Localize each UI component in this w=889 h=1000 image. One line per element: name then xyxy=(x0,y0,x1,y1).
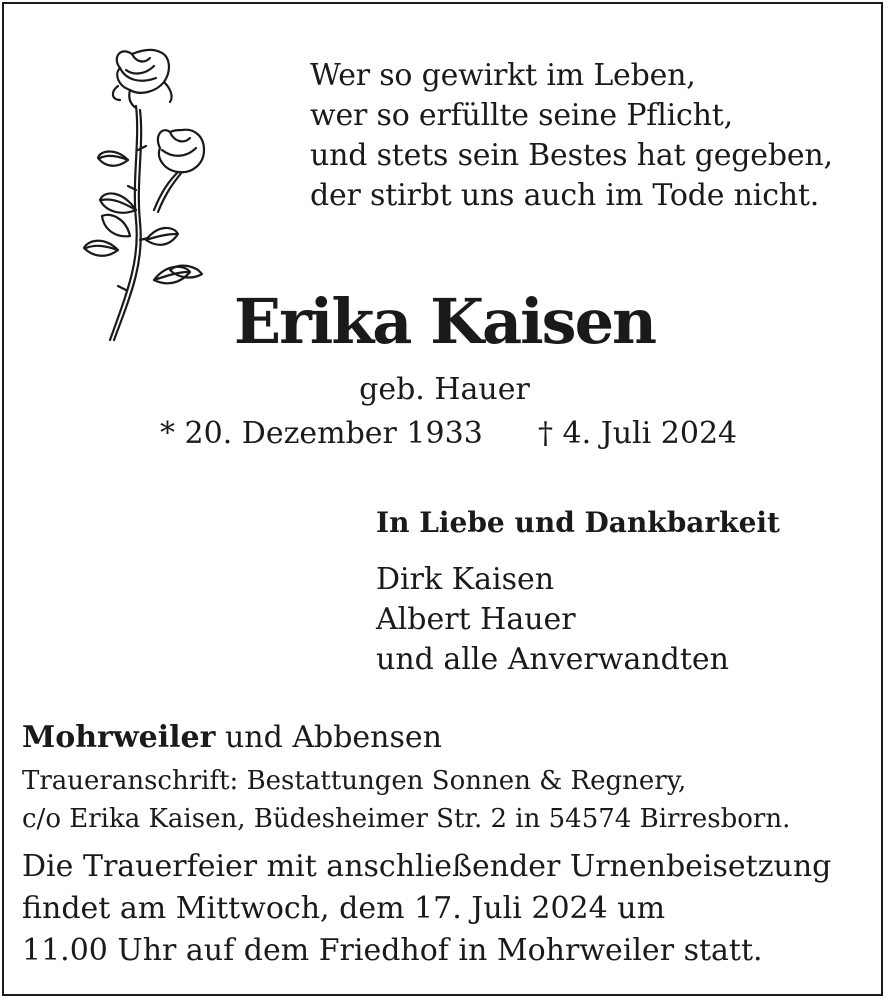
deceased-name: Erika Kaisen xyxy=(233,285,656,358)
death-date: † 4. Juli 2024 xyxy=(538,416,738,451)
service-line: 11.00 Uhr auf dem Friedhof in Mohrweiler statt. xyxy=(22,933,763,968)
mourners-list xyxy=(376,560,729,680)
mourner-name: Dirk Kaisen xyxy=(376,562,555,597)
locations xyxy=(22,718,442,758)
poem-line: der stirbt uns auch im Tode nicht. xyxy=(310,178,820,213)
family-heading: In Liebe und Dankbarkeit xyxy=(376,506,780,539)
poem-line: wer so erfüllte seine Pflicht, xyxy=(310,98,733,133)
funeral-service-info xyxy=(22,846,831,972)
birth-name: geb. Hauer xyxy=(359,372,530,407)
memorial-poem xyxy=(310,56,833,216)
poem-line: Wer so gewirkt im Leben, xyxy=(310,58,696,93)
service-line: findet am Mittwoch, dem 17. Juli 2024 um xyxy=(22,891,666,926)
address-line: Traueranschrift: Bestattungen Sonnen & Regnery, xyxy=(22,766,687,796)
birth-date: * 20. Dezember 1933 xyxy=(160,416,483,451)
poem-line: und stets sein Bestes hat gegeben, xyxy=(310,138,833,173)
mourner-name: Albert Hauer xyxy=(376,602,576,637)
mourning-address xyxy=(22,762,790,838)
service-line: Die Trauerfeier mit anschließender Urnenbeisetzung xyxy=(22,849,832,884)
location-secondary: und Abbensen xyxy=(215,720,442,755)
location-primary: Mohrweiler xyxy=(22,720,216,755)
mourner-name: und alle Anverwandten xyxy=(376,642,729,677)
address-line: c/o Erika Kaisen, Büdesheimer Str. 2 in 54574 Birresborn. xyxy=(22,804,791,834)
